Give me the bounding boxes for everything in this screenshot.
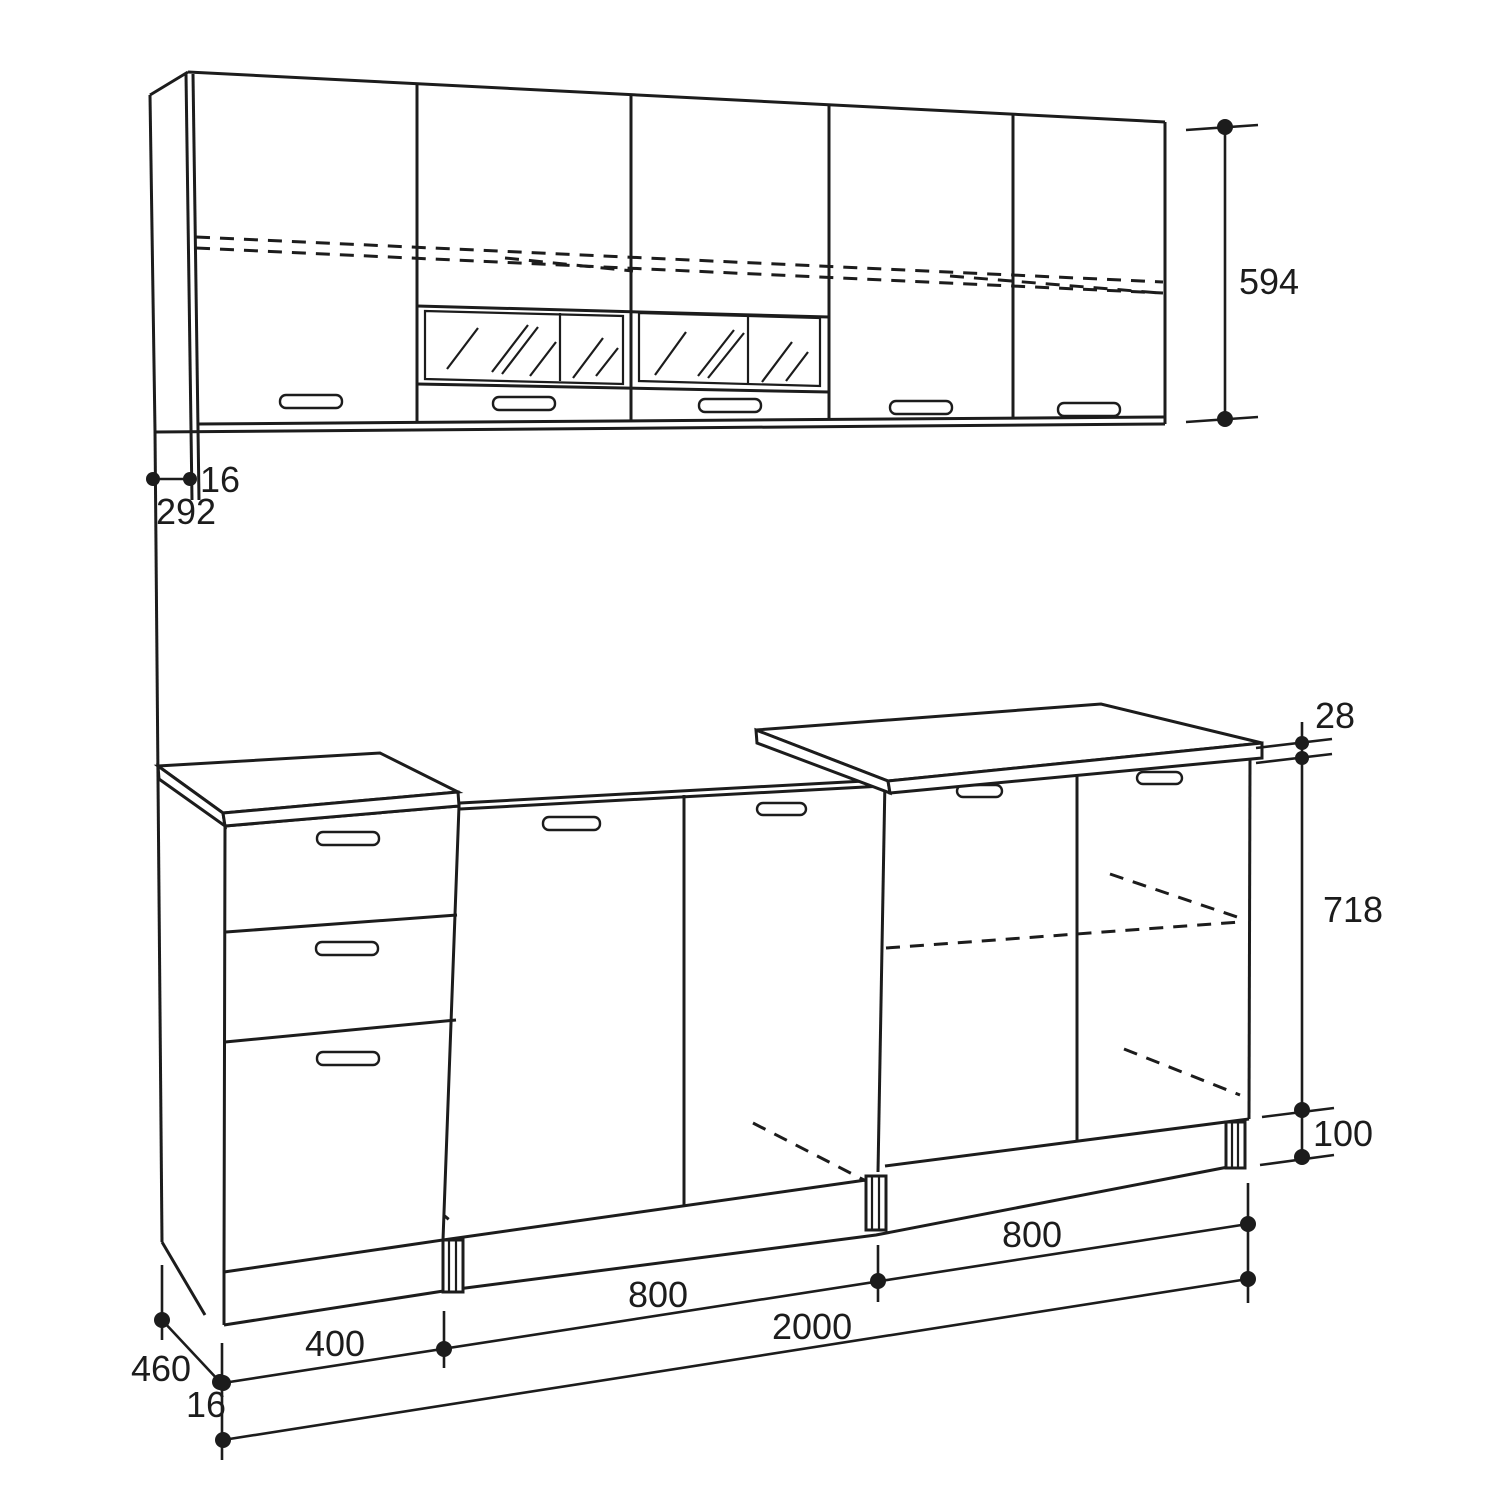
dim-label-2000: 2000	[772, 1306, 853, 1347]
drawer-handle	[317, 1052, 379, 1065]
right-base-unit	[885, 758, 1250, 1166]
drawer-handle	[316, 942, 378, 955]
door-handle	[890, 401, 952, 414]
dim-label-718: 718	[1323, 889, 1384, 930]
door-handle	[1137, 772, 1182, 784]
dim-label-800-right: 800	[1002, 1214, 1063, 1255]
glass-pane-frame	[425, 311, 623, 384]
door-handle	[1058, 403, 1120, 416]
leg	[443, 1240, 463, 1292]
door-handle	[543, 817, 600, 830]
wall-cabinets	[150, 72, 1165, 500]
dimension-depth	[131, 1265, 228, 1425]
dimension-wall-cabinet-height	[1186, 119, 1299, 427]
dim-label-594: 594	[1239, 261, 1300, 302]
right-worktop	[756, 704, 1262, 793]
glass-shine-marks	[447, 325, 808, 382]
leg	[1226, 1122, 1245, 1168]
dim-label-460: 460	[131, 1348, 192, 1389]
dim-label-28: 28	[1315, 695, 1356, 736]
drawer-base-unit	[224, 806, 459, 1272]
dim-label-800-mid: 800	[628, 1274, 689, 1315]
door-handle	[699, 399, 761, 412]
hidden-shelf-lines	[196, 237, 1163, 293]
door-handle	[757, 803, 806, 815]
left-side-panel	[155, 431, 205, 1315]
dim-label-292: 292	[156, 491, 217, 532]
dim-label-400: 400	[305, 1323, 366, 1364]
dim-label-16: 16	[200, 459, 241, 500]
drawer-handle	[317, 832, 379, 845]
door-handle	[280, 395, 342, 408]
door-handle	[493, 397, 555, 410]
cabinet-legs	[443, 1122, 1245, 1292]
leg	[866, 1176, 886, 1230]
dim-label-16-bottom: 16	[186, 1384, 227, 1425]
dim-label-100: 100	[1313, 1113, 1374, 1154]
dimension-right-stack	[1256, 695, 1383, 1165]
